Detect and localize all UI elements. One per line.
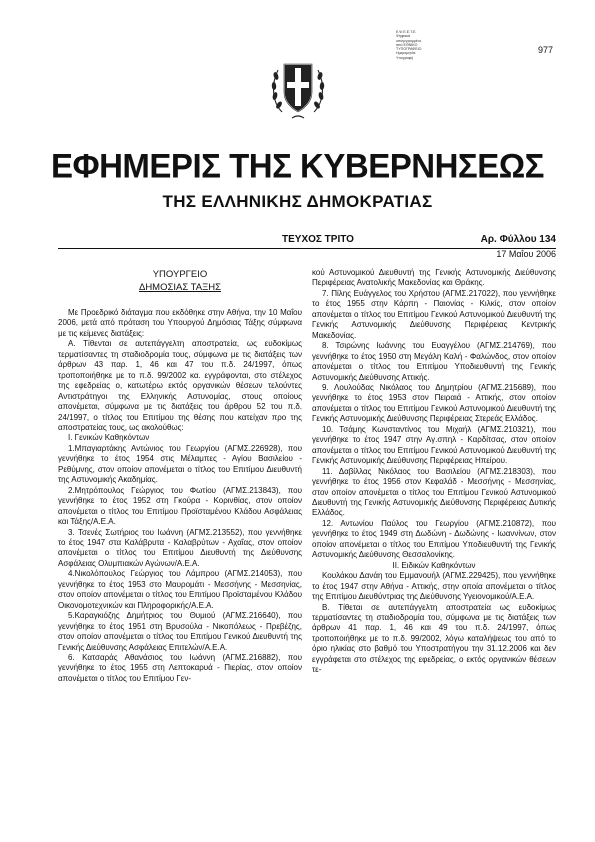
- paragraph: Με Προεδρικό διάταγμα που εκδόθηκε στην Αθήνα, την 10 Μαΐου 2006, μετά από πρόταση του Υπουργού Δημόσιας Τάξης σύμφωνα με τις κείμενες διατάξεις:: [58, 308, 302, 338]
- left-column: [58, 268, 302, 684]
- paragraph: 8. Τσιρώνης Ιωάννης του Ευαγγέλου (ΑΓΜΣ.214769), που γεννήθηκε το έτος 1950 στη Μεγάλη Καλή - Φαλώνδος, στον οποίον απονέμεται ο τίτλος του Επιτίμου Υποδιευθυντή της Γενικής Αστυνομικής Διεύθυνσης Αττικής.: [312, 341, 556, 382]
- stamp-line: υπογεγραμμένο: [396, 38, 422, 43]
- ministry-line-2: ΔΗΜΟΣΙΑΣ ΤΑΞΗΣ: [138, 282, 222, 293]
- paragraph: 7. Πίλης Ευάγγελος του Χρήστου (ΑΓΜΣ.217022), που γεννήθηκε το έτος 1955 στην Κάρπη - Παιονίας - Κιλκίς, στον οποίον απονέμεται ο τίτλος του Επιτίμου Γενικού Αστυνομικού Διευθυντή της Γενικής Αστυνομικής Διεύθυνσης Περιφέρειας Κεντρικής Μακεδονίας.: [312, 288, 556, 340]
- paragraph: 1.Μπαγιαρτάκης Αντώνιος του Γεωργίου (ΑΓΜΣ.226928), που γεννήθηκε το έτος 1954 στις Μέλαμπες - Αγίου Βασιλείου - Ρεθύμνης, στον οποίον απονέμεται ο τίτλος του Επιτίμου Διευθυντή της Αστυνομικής Ακαδημίας.: [58, 443, 302, 485]
- section-heading: ΙΙ. Ειδικών Καθηκόντων: [392, 560, 476, 570]
- section-heading: Ι. Γενικών Καθηκόντων: [68, 433, 150, 443]
- paragraph: 11. Δαβίλλας Νικόλαος του Βασιλείου (ΑΓΜΣ.218303), που γεννήθηκε το έτος 1956 στον Κεφαλάδ - Μεσσήνης - Μεσσηνίας, στον οποίον απονέμεται ο τίτλος του Επιτίμου Γενικού Αστυνομικού Διευθυντή της Γενικής Αστυνομικής Διεύθυνσης Περιφέρειας Δυτικής Ελλάδος.: [312, 466, 556, 518]
- stamp-line: Ε.Ψ.Ε.Ε.Τ.Ε.: [396, 30, 417, 34]
- stamp-line: Ψηφιακά: [396, 34, 411, 39]
- paragraph: 12. Αντωνίου Παύλος του Γεωργίου (ΑΓΜΣ.210872), που γεννήθηκε το έτος 1949 στη Δωδώνη - Δωδώνης - Ιωαννίνων, στον οποίον απονέμεται ο τίτλος του Επιτίμου Υποδιευθυντή της Γενικής Αστυνομικής Διεύθυνσης Θεσσαλονίκης.: [312, 518, 556, 560]
- stamp-line: από ΕΘΝΙΚΟ: [396, 42, 418, 47]
- paragraph: 10. Τσάμης Κωνσταντίνος του Μιχαήλ (ΑΓΜΣ.210321), που γεννήθηκε το έτος 1947 στην Αγ.σπηλ - Καρδίτσας, στον οποίον απονέμεται ο τίτλος του Επιτίμου Γενικού Αστυνομικού Διευθυντή της Γενικής Αστυνομικής Διεύθυνσης Περιφέρειας Ηπείρου.: [312, 424, 556, 466]
- greek-coat-of-arms-icon: [268, 54, 328, 124]
- stamp-line: ΤΥΠΟΓΡΑΦΕΙΟ: [396, 47, 422, 52]
- paragraph: 6. Κατσαράς Αθανάσιος του Ιωάννη (ΑΓΜΣ.216882), που γεννήθηκε το έτος 1955 στη Λεπτοκαρυά - Πιερίας, στον οποίον απονέμεται ο τίτλος του Επιτίμου Γεν-: [58, 652, 302, 683]
- ministry-line-1: ΥΠΟΥΡΓΕΙΟ: [152, 269, 208, 280]
- paragraph: κού Αστυνομικού Διευθυντή της Γενικής Αστυνομικής Διεύθυνσης Περιφέρειας Ανατολικής Μακεδονίας και Θράκης.: [312, 268, 556, 288]
- right-column: [312, 268, 556, 676]
- paragraph: 3. Τσενές Σωτήριος του Ιωάννη (ΑΓΜΣ.213552), που γεννήθηκε το έτος 1947 στα Καλάβρυτα - Καλαβρύτων - Αχαΐας, στον οποίον απονέμεται ο τίτλος του Επιτίμου Διευθυντή της Διεύθυνσης Ασφάλειας Ολυμπιακών Αγώνων/Α.Ε.Α.: [58, 527, 302, 568]
- paragraph: Β. Τίθεται σε αυτεπάγγελτη αποστρατεία ως ευδοκίμως τερματίσαντες τη σταδιοδρομία του, σύμφωνα με τις διατάξεις των άρθρων 41 παρ. 1, 46 και 49 του π.δ. 24/1997, όπως τροποποιήθηκε με το π.δ. 99/2002, λόγω καταλήψεως του από το όριο ηλικίας στο βαθμό του Υποστρατήγου την 31.12.2006 και δεν εγγράφεται στο στέλεχος της εφεδρείας, ο εκτός οργανικών θέσεων τε-: [312, 602, 556, 675]
- gazette-title: ΕΦΗΜΕΡΙΣ ΤΗΣ ΚΥΒΕΡΝΗΣΕΩΣ: [51, 146, 544, 185]
- digital-signature-stamp: [396, 30, 474, 60]
- paragraph: 9. Λουλούδας Νικόλαος του Δημητρίου (ΑΓΜΣ.215689), που γεννήθηκε το έτος 1953 στον Πειραιά - Αττικής, στον οποίον απονέμεται ο τίτλος του Επιτίμου Γενικού Αστυνομικού Διευθυντή της Γενικής Αστυνομικής Διεύθυνσης Περιφέρειας Στερεάς Ελλάδος.: [312, 382, 556, 424]
- paragraph: 5.Καραγκιόζης Δημήτριος του Θυμιού (ΑΓΜΣ.216640), που γεννήθηκε το έτος 1951 στη Βρυσούλα - Νικοπόλεως - Πρεβέζης, στον οποίον απονέμεται ο τίτλος του Επιτίμου Γενικού Διευθυντή της Γενικής Διεύθυνσης Ασφάλειας Επιτελών/Α.Ε.Α.: [58, 611, 302, 652]
- issue-type: ΤΕΥΧΟΣ ΤΡΙΤΟ: [282, 234, 354, 245]
- paragraph: 4.Νικολόπουλος Γεώργιος του Λάμπρου (ΑΓΜΣ.214053), που γεννήθηκε το έτος 1953 στο Μαυρομάτι - Μεσσήνης - Μεσσηνίας, στον οποίον απονέμεται ο τίτλος του Επιτίμου Προϊσταμένου Κλάδου Οικονομοτεχνικών και Πληροφορικής/Α.Ε.Α.: [58, 569, 302, 610]
- issue-info-row: [58, 234, 556, 248]
- ministry-heading: [58, 268, 302, 294]
- gazette-subtitle: ΤΗΣ ΕΛΛΗΝΙΚΗΣ ΔΗΜΟΚΡΑΤΙΑΣ: [162, 192, 433, 211]
- issue-date: 17 Μαΐου 2006: [496, 249, 556, 259]
- page-number: 977: [538, 45, 554, 55]
- sheet-number: Αρ. Φύλλου 134: [480, 234, 556, 245]
- stamp-line: Ημερομηνία:: [396, 51, 417, 56]
- stamp-line: Υπογραφή: [396, 55, 414, 60]
- paragraph: 2.Μητρόπουλος Γεώργιος του Φωτίου (ΑΓΜΣ.213843), που γεννήθηκε το έτος 1952 στη Γκούρα - Κορινθίας, στον οποίον απονέμεται ο τίτλος του Επιτίμου Προϊσταμένου Κλάδου Ασφάλειας και Τάξης/Α.Ε.Α.: [58, 485, 302, 527]
- paragraph: Α. Τίθενται σε αυτεπάγγελτη αποστρατεία, ως ευδοκίμως τερματίσαντες τη σταδιοδρομία τους, σύμφωνα με τις διατάξεις των άρθρων 43 παρ. 1, 46 και 47 του π.δ. 24/1997, όπως τροποποιήθηκε με το π.δ. 99/2002 κα. εγγράφονται, στο στέλεχος της εφεδρείας ο, κατωτέρω εκτός οργανικών θέσεων τελούντες Αντιστράτηγοι της Ελληνικής Αστυνομίας, στους οποίους απονέμεται, σύμφωνα με τις διατάξεις του άρθρου 52 του π.δ. 24/1997, ο τίτλος του Επιτίμου της θέσης που κατείχαν προ της αποστρατείας τους, ως ακολούθως:: [58, 339, 302, 432]
- paragraph: Κουλάκου Δανάη του Εμμανουήλ (ΑΓΜΣ.229425), που γεννήθηκε το έτος 1947 στην Αθήνα - Αττικής, στην οποία απονέμεται ο τίτλος της Επιτίμου Διευθύντριας της Διεύθυνσης Υγειονομικού/Α.Ε.Α.: [312, 571, 556, 602]
